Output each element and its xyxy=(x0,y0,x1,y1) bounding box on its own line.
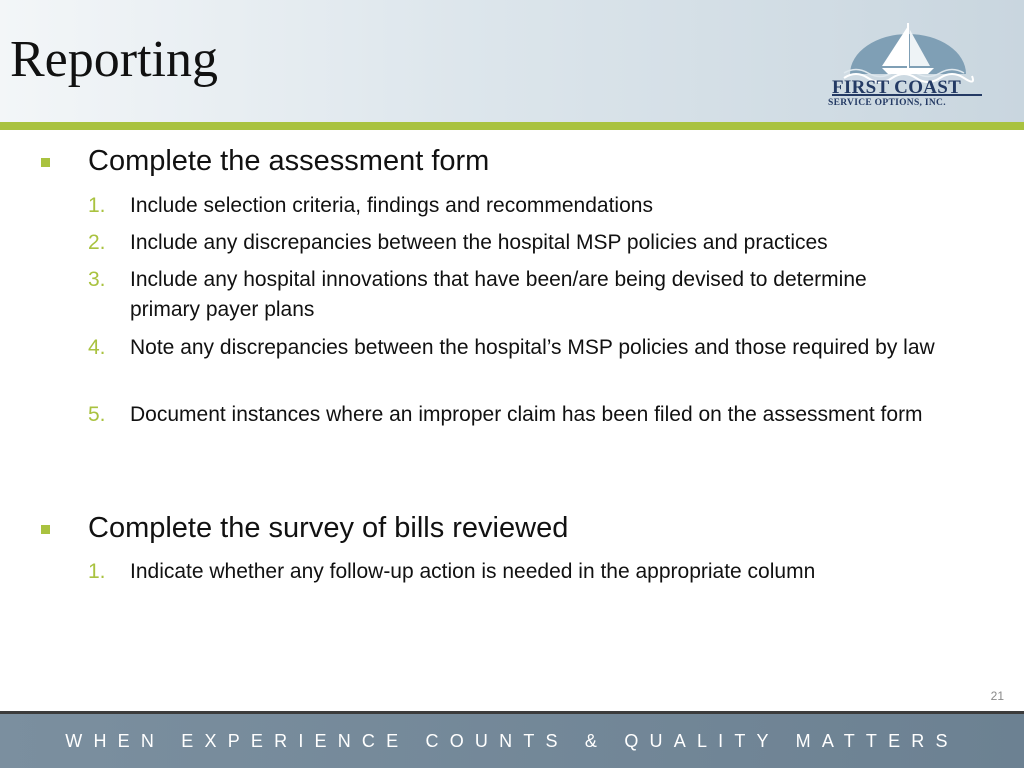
item-number: 4. xyxy=(88,336,106,359)
footer-tagline: WHEN EXPERIENCE COUNTS & QUALITY MATTERS xyxy=(65,731,959,751)
page-number: 21 xyxy=(990,689,1004,703)
item-text: Include selection criteria, findings and recommendations xyxy=(130,194,653,217)
bullet-text: Complete the survey of bills reviewed xyxy=(88,512,569,544)
square-bullet-icon xyxy=(41,525,50,534)
item-number: 1. xyxy=(88,194,106,217)
header-accent-rule xyxy=(0,122,1024,130)
item-text: Document instances where an improper claim has been filed on the assessment form xyxy=(130,403,923,426)
square-bullet-icon xyxy=(41,158,50,167)
footer-banner xyxy=(0,714,1024,768)
bullet-text: Complete the assessment form xyxy=(88,145,490,177)
item-text: Include any discrepancies between the hospital MSP policies and practices xyxy=(130,231,828,254)
logo-name: FIRST COAST xyxy=(832,77,962,98)
item-number: 2. xyxy=(88,231,106,254)
item-text: Include any hospital innovations that have been/are being devised to determine primary payer plans xyxy=(130,268,867,321)
item-text: Note any discrepancies between the hospital’s MSP policies and those required by law xyxy=(130,336,935,359)
item-text: Indicate whether any follow-up action is needed in the appropriate column xyxy=(130,560,816,583)
item-number: 1. xyxy=(88,560,106,583)
logo-subtitle: SERVICE OPTIONS, INC. xyxy=(828,98,946,108)
item-number: 3. xyxy=(88,268,106,291)
item-number: 5. xyxy=(88,403,106,426)
slide-title: Reporting xyxy=(10,31,218,88)
